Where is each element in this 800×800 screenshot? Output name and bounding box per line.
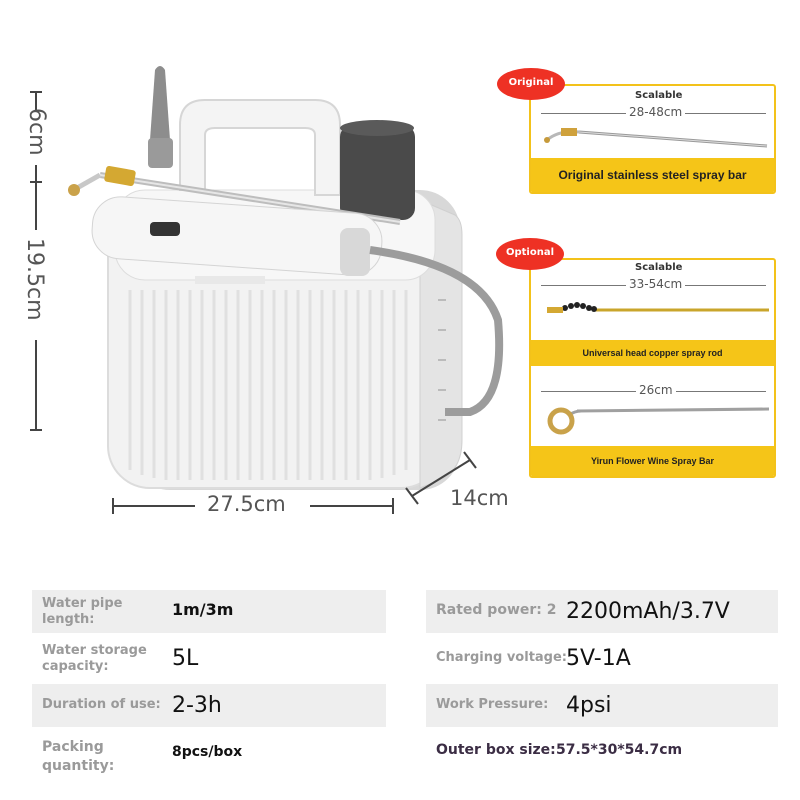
spec-value: 5L xyxy=(172,646,199,671)
spec-row xyxy=(32,590,386,633)
spec-row xyxy=(426,732,778,775)
length-label: 28-48cm xyxy=(626,105,685,119)
spec-row xyxy=(32,637,386,680)
stainless-spray-bar-image xyxy=(539,124,771,154)
spec-key: Outer box size: xyxy=(436,742,556,758)
dimension-depth: 14cm xyxy=(450,486,509,510)
spec-key: Charging voltage: xyxy=(436,650,567,665)
spec-key: Duration of use: xyxy=(42,697,161,712)
copper-spray-rod-image xyxy=(539,296,771,318)
spec-row xyxy=(426,637,778,680)
spec-key: Water storage capacity: xyxy=(42,643,147,674)
spec-value: 1m/3m xyxy=(172,600,234,619)
scalable-label: Scalable xyxy=(635,90,683,101)
spec-value: 2200mAh/3.7V xyxy=(566,599,730,624)
spec-value: 8pcs/box xyxy=(172,744,243,760)
spec-key: Packing quantity: xyxy=(42,739,115,774)
spec-key: Rated power: 2 xyxy=(436,602,557,618)
dimension-width: 27.5cm xyxy=(207,492,286,516)
spec-row xyxy=(426,590,778,633)
original-accessory-name: Original stainless steel spray bar xyxy=(531,158,774,192)
length-label: 26cm xyxy=(636,383,676,397)
length-label: 33-54cm xyxy=(626,277,685,291)
spec-value: 5V-1A xyxy=(566,646,631,671)
optional-accessory-panel xyxy=(529,258,776,478)
dimension-body-height: 19.5cm xyxy=(22,238,47,321)
flower-wine-spray-bar-image xyxy=(539,401,771,439)
spec-key: Work Pressure: xyxy=(436,697,549,712)
spec-row xyxy=(426,684,778,727)
scalable-label: Scalable xyxy=(635,262,683,273)
copper-spray-rod-name: Universal head copper spray rod xyxy=(531,340,774,366)
spec-row xyxy=(32,684,386,727)
dimension-top-height: 6cm xyxy=(24,108,49,156)
original-badge: Original xyxy=(497,68,565,100)
dimension-lines xyxy=(0,0,520,540)
spec-key: Water pipe length: xyxy=(42,596,123,627)
original-accessory-panel xyxy=(529,84,776,194)
spec-row xyxy=(32,732,386,775)
spec-value: 4psi xyxy=(566,693,612,718)
optional-badge: Optional xyxy=(496,238,564,270)
flower-wine-spray-bar-name: Yirun Flower Wine Spray Bar xyxy=(531,446,774,476)
spec-value: 57.5*30*54.7cm xyxy=(556,742,683,758)
spec-value: 2-3h xyxy=(172,693,222,718)
